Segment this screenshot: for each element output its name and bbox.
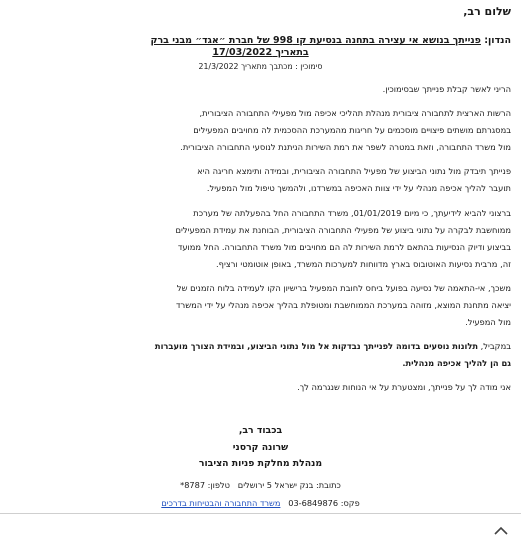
footer-fax-line [0,498,521,509]
p1-line-2: במסגרתם מושתים פיצויים מוסכמים על חריגות מהמערכת ההסכמית לה מחויבים המפעילים [193,125,511,135]
chevron-up-icon [494,526,508,536]
fax-label: פקס: [340,498,360,508]
greeting: שלום רב, [463,5,511,18]
footer-contact-line [0,480,521,491]
intro-line: הריני לאשר קבלת פנייתך שבסימוכין. [382,84,511,94]
reference-line: סימוכין : מכתבך מתאריך 21/3/2022 [198,62,323,71]
p4-line-1: משכך, אי-התאמה של נסיעה בפועל ביחס לחובת המפעיל ברישיון הקו לעמידה בלוח הזמנים של [176,283,511,293]
p5-line-1 [10,341,511,352]
p1-line-1: הרשות הארצית לתחבורה ציבורית מנהלת תהליכי אכיפה מול מפעילי התחבורה הציבורית, [199,108,511,118]
fax-value: 03-6849876 [288,498,339,508]
p2-line-1: פנייתך תיבדק מול נתוני הביצוע של מפעיל התחבורה הציבורית, ובמידה ותימצא חריגה היא [197,166,511,176]
p5-bold-1: תלונות נוסעים בדומה לפנייתך נבדקות אל מול נתוני הביצוע, ובמידת הצורך מועברות [154,341,479,351]
subject-line-1 [10,34,511,47]
phone-label: טלפון: [207,480,230,490]
ministry-link[interactable]: משרד התחבורה והבטיחות בדרכים [161,498,281,508]
p3-line-3: בביצוע ודיוק הנסיעות בהתאם לרמת השירות לה הם מחויבים מול משרד התחבורה. החל ממועד [177,242,511,252]
signer-title: מנהלת מחלקת פניות הציבור [198,458,323,469]
subject-prefix: הנדון: [484,35,511,46]
p4-line-2: יציאה מתחנת המוצא, מזוהה במערכת הממוחשבת ומטופלת בהליך אכיפה מנהלי על ידי המשרד [176,300,511,310]
phone-value: 8787* [180,480,206,490]
bottom-bar [0,514,521,549]
address-value: בנק ישראל 5 ירושלים [237,480,314,490]
subject-title-1: פנייתך בנושא אי עצירה בתחנה בנסיעת קו 998 של חברת ״אגד״ מבני ברק [150,35,481,46]
p2-line-2: תועבר להליך אכיפה מנהלי על ידי צוות האכיפה במשרדנו, ולהמשך טיפול מול המפעיל. [206,183,511,193]
p5-bold-2: גם הן להליך אכיפה מנהלית. [402,358,511,368]
p3-line-1: ברצוני להביא לידיעתך, כי מיום 01/01/2019, משרד התחבורה החל בהפעלתה של מערכת [193,208,511,218]
p1-line-3: מול משרד התחבורה, וזאת במטרה לשפר את רמת השירות הניתנת לנוסעי התחבורה הציבורית. [180,142,511,152]
signer-name: שרונה קרסני [232,442,289,453]
address-label: כתובת: [316,480,341,490]
closing-line: אני מודה לך על פנייתך, ומצטערת על אי הנוחות שנגרמה לך. [297,382,511,392]
p3-line-2: ממוחשבת לבקרה על נתוני ביצוע של מפעילי התחבורה הציבורית, הבוחנת את עמידת המפעילים [175,225,511,235]
subject-title-2: בתאריך 17/03/2022 [212,47,309,58]
p3-line-4: זה, מרבית נסיעות האוטובוס בארץ מדווחות למערכות המשרד, באופן אוטומטי ורציף. [216,259,511,269]
p5-lead: במקביל, [480,341,511,351]
scroll-up-button[interactable] [489,520,513,542]
p4-line-3: מול המפעיל. [465,317,511,327]
regards: בכבוד רב, [238,425,283,436]
